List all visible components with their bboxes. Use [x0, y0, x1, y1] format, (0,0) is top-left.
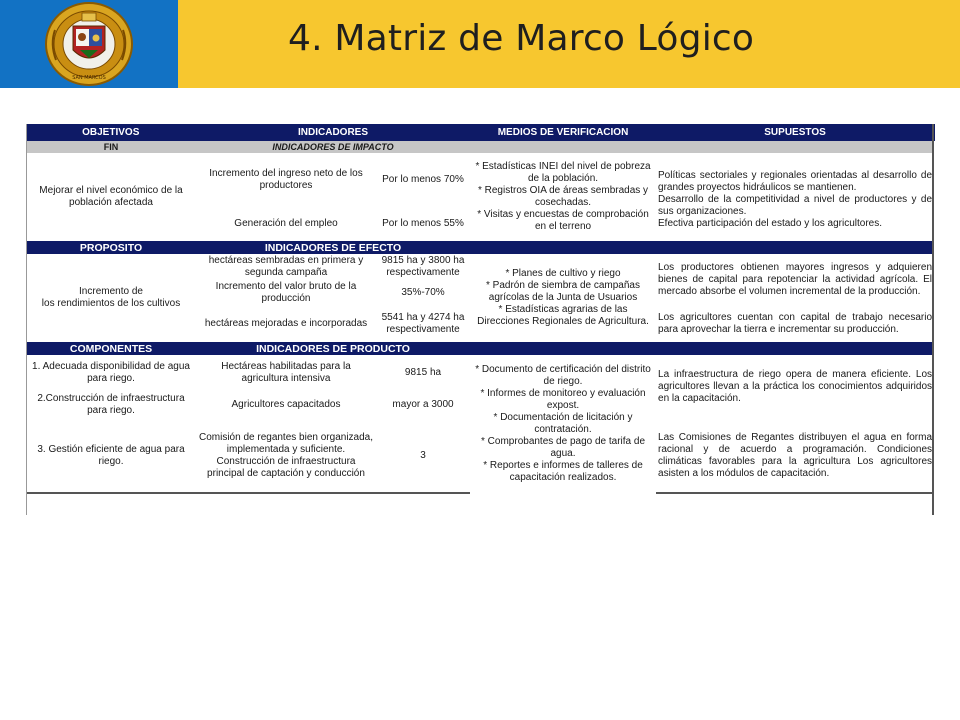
- fin-objective: Mejorar el nivel económico de la población afectada: [39, 185, 183, 208]
- page-title: 4. Matriz de Marco Lógico: [288, 18, 755, 59]
- proposito-verification: * Planes de cultivo y riego * Padrón de siembra de campañas agrícolas de la Junta de Usuarios * Estadísticas agrarias de las Direcciones Regionales de Agricultura.: [477, 268, 649, 327]
- componente-objective-3: 3. Gestión eficiente de agua para riego.: [26, 419, 196, 493]
- componente-target-3: 3: [376, 419, 470, 493]
- componentes-label: COMPONENTES: [26, 342, 196, 355]
- fin-row-1: [26, 153, 934, 207]
- componentes-row-1: [26, 355, 934, 391]
- proposito-label: PROPOSITO: [26, 241, 196, 254]
- impact-indicators-label: INDICADORES DE IMPACTO: [196, 141, 470, 153]
- componente-indicator-2: Agricultores capacitados: [231, 399, 341, 410]
- proposito-target-1: 9815 ha y 3800 ha respectivamente: [381, 255, 465, 278]
- fin-indicator-2: Generación del empleo: [234, 218, 338, 229]
- col-indicadores: INDICADORES: [196, 124, 470, 141]
- proposito-indicator-2: Incremento del valor bruto de la producción: [215, 281, 357, 304]
- componentes-assumptions-1: La infraestructura de riego opera de manera eficiente. Los agricultores llevan a la práctica los conocimientos adquiridos en la capacitación.: [658, 369, 933, 404]
- fin-subheader: [26, 141, 934, 153]
- componente-objective-1: 1. Adecuada disponibilidad de agua para riego.: [32, 361, 190, 384]
- proposito-target-2: 35%-70%: [401, 287, 445, 298]
- proposito-indicator-1: hectáreas sembradas en primera y segunda campaña: [208, 255, 364, 278]
- logical-framework-table: [26, 124, 935, 494]
- university-crest-icon: [0, 0, 178, 88]
- logo-panel: [0, 0, 178, 88]
- effect-indicators-label: INDICADORES DE EFECTO: [196, 241, 470, 254]
- col-objetivos: OBJETIVOS: [26, 124, 196, 141]
- proposito-assumptions-2: Los agricultores cuentan con capital de trabajo necesario para aprovechar la tierra e incrementar su producción.: [658, 312, 933, 335]
- componentes-verification: * Documento de certificación del distrito de riego. * Informes de monitoreo y evaluación expost. * Documentación de licitación y contratación. * Comprobantes de pago de tarifa de agua. * Reportes e informes de talleres de capacitación realizados.: [475, 364, 651, 483]
- componente-objective-2: 2.Construcción de infraestructura para riego.: [37, 393, 185, 416]
- col-supuestos: SUPUESTOS: [656, 124, 934, 141]
- componente-target-2: mayor a 3000: [392, 399, 454, 410]
- proposito-indicator-3: hectáreas mejoradas e incorporadas: [204, 318, 368, 329]
- fin-label: FIN: [26, 141, 196, 153]
- fin-indicator-1: Incremento del ingreso neto de los productores: [209, 168, 363, 191]
- componentes-header: [26, 342, 934, 355]
- col-medios: MEDIOS DE VERIFICACION: [470, 124, 656, 141]
- fin-assumptions: Políticas sectoriales y regionales orientadas al desarrollo de grandes proyectos hidráulicos se mantienen. Desarrollo de la competitividad a nivel de productores y de sus organizaciones. Efectiva participación del estado y los agricultores.: [658, 170, 933, 229]
- proposito-assumptions-1: Los productores obtienen mayores ingresos y adquieren bienes de capital para repotenciar la actividad agrícola. El mercado absorbe el volumen incremental de la producción.: [658, 262, 933, 297]
- table-header-row: [26, 124, 934, 141]
- proposito-row-1: [26, 254, 934, 280]
- fin-target-2: Por lo menos 55%: [382, 218, 464, 229]
- proposito-header: [26, 241, 934, 254]
- fin-verification: * Estadísticas INEI del nivel de pobreza de la población. * Registros OIA de áreas sembradas y cosechadas. * Visitas y encuestas de comprobación en el terreno: [475, 161, 651, 232]
- componente-indicator-3: Comisión de regantes bien organizada, implementada y suficiente. Construcción de infraestructura principal de captación y conducción: [196, 419, 376, 493]
- fin-target-1: Por lo menos 70%: [382, 174, 464, 185]
- crest-motto: SAN MARCOS: [72, 75, 106, 81]
- componente-target-1: 9815 ha: [404, 367, 442, 378]
- componente-indicator-1: Hectáreas habilitadas para la agricultura intensiva: [221, 361, 351, 384]
- componentes-assumptions-2: Las Comisiones de Regantes distribuyen el agua en forma racional y de acuerdo a programación. Condiciones climáticas favorables para la agricultura Los agricultores asisten a los módulos de capacitación.: [656, 419, 934, 493]
- proposito-target-3: 5541 ha y 4274 ha respectivamente: [381, 312, 465, 335]
- product-indicators-label: INDICADORES DE PRODUCTO: [196, 342, 470, 355]
- proposito-objective: Incremento de los rendimientos de los cultivos: [41, 286, 181, 309]
